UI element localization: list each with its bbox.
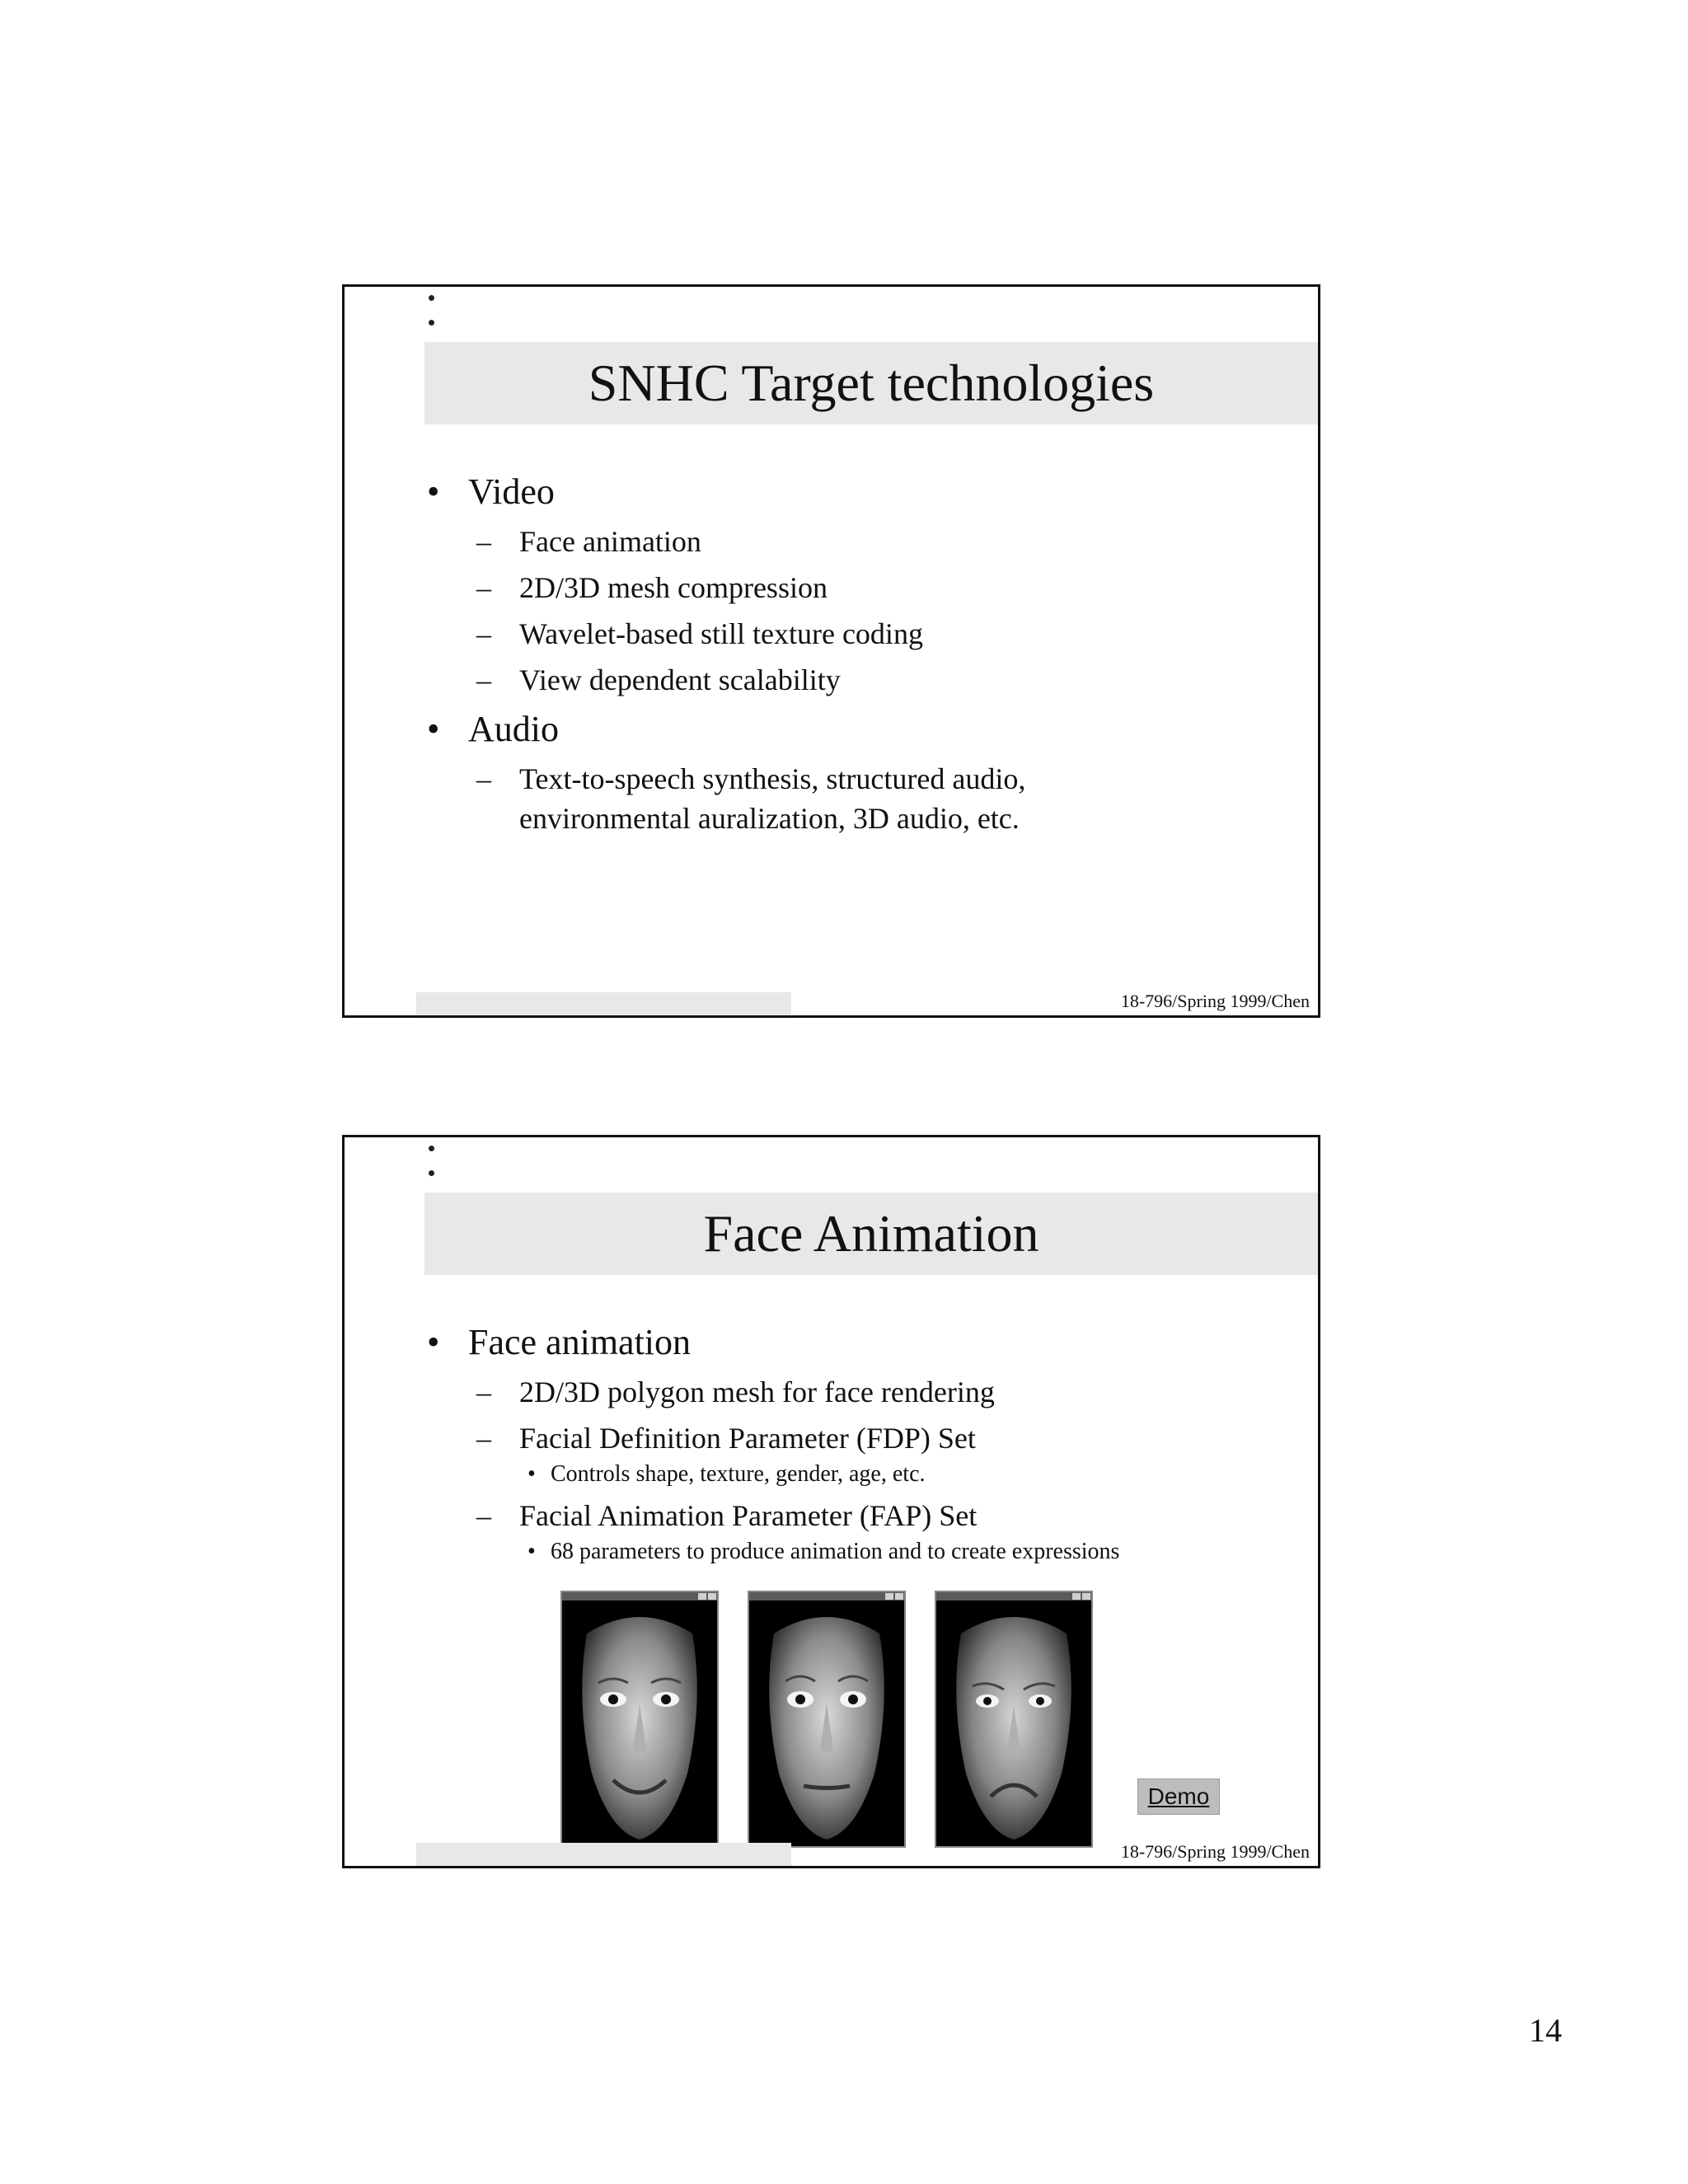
close-icon	[708, 1593, 716, 1600]
subbullet: – Facial Definition Parameter (FDP) Set	[476, 1422, 976, 1455]
demo-button[interactable]: Demo	[1137, 1779, 1220, 1815]
minimize-icon	[885, 1593, 893, 1600]
bullet-video: • Video	[427, 471, 555, 512]
window-titlebar	[936, 1592, 1091, 1601]
face-image-smile	[560, 1591, 719, 1848]
slide-footer: 18-796/Spring 1999/Chen	[1120, 1841, 1310, 1862]
title-band	[424, 1193, 1318, 1275]
close-icon	[895, 1593, 903, 1600]
bullet-face-animation: • Face animation	[427, 1322, 692, 1362]
slide-title: Face Animation	[703, 1204, 1039, 1263]
slide-content	[427, 464, 1285, 838]
subsubbullet: • 68 parameters to produce animation and to create expressions	[528, 1539, 1120, 1564]
subbullet: – View dependent scalability	[476, 663, 841, 696]
dot	[429, 1146, 434, 1151]
subbullet: – 2D/3D polygon mesh for face rendering	[476, 1376, 995, 1408]
dot	[429, 295, 434, 301]
title-band	[424, 342, 1318, 424]
window-titlebar	[562, 1592, 717, 1601]
subsubbullet: • Controls shape, texture, gender, age, etc.	[528, 1461, 926, 1487]
dot	[429, 320, 434, 326]
slide-content	[427, 1315, 1285, 1567]
bottom-band	[416, 1843, 791, 1866]
face-image-frown	[935, 1591, 1093, 1848]
subbullet: – 2D/3D mesh compression	[476, 571, 828, 604]
page-number: 14	[1529, 2012, 1562, 2049]
slide-footer: 18-796/Spring 1999/Chen	[1120, 991, 1310, 1011]
close-icon	[1082, 1593, 1090, 1600]
slide-snhc-target-technologies	[342, 284, 1320, 1018]
minimize-icon	[1072, 1593, 1081, 1600]
bottom-band	[416, 992, 791, 1015]
slide-face-animation	[342, 1135, 1320, 1868]
subbullet: – Wavelet-based still texture coding	[476, 617, 923, 650]
slide-title: SNHC Target technologies	[588, 354, 1155, 412]
dot	[429, 1170, 434, 1176]
subbullet: – Text-to-speech synthesis, structured audio, environmental auralization, 3D audio, etc.	[476, 762, 1026, 835]
subbullet: – Face animation	[476, 525, 701, 558]
window-titlebar	[749, 1592, 904, 1601]
face-images	[560, 1591, 1093, 1848]
face-image-neutral	[748, 1591, 906, 1848]
bullet-audio: • Audio	[427, 709, 559, 749]
minimize-icon	[698, 1593, 706, 1600]
subbullet: – Facial Animation Parameter (FAP) Set	[476, 1499, 978, 1532]
